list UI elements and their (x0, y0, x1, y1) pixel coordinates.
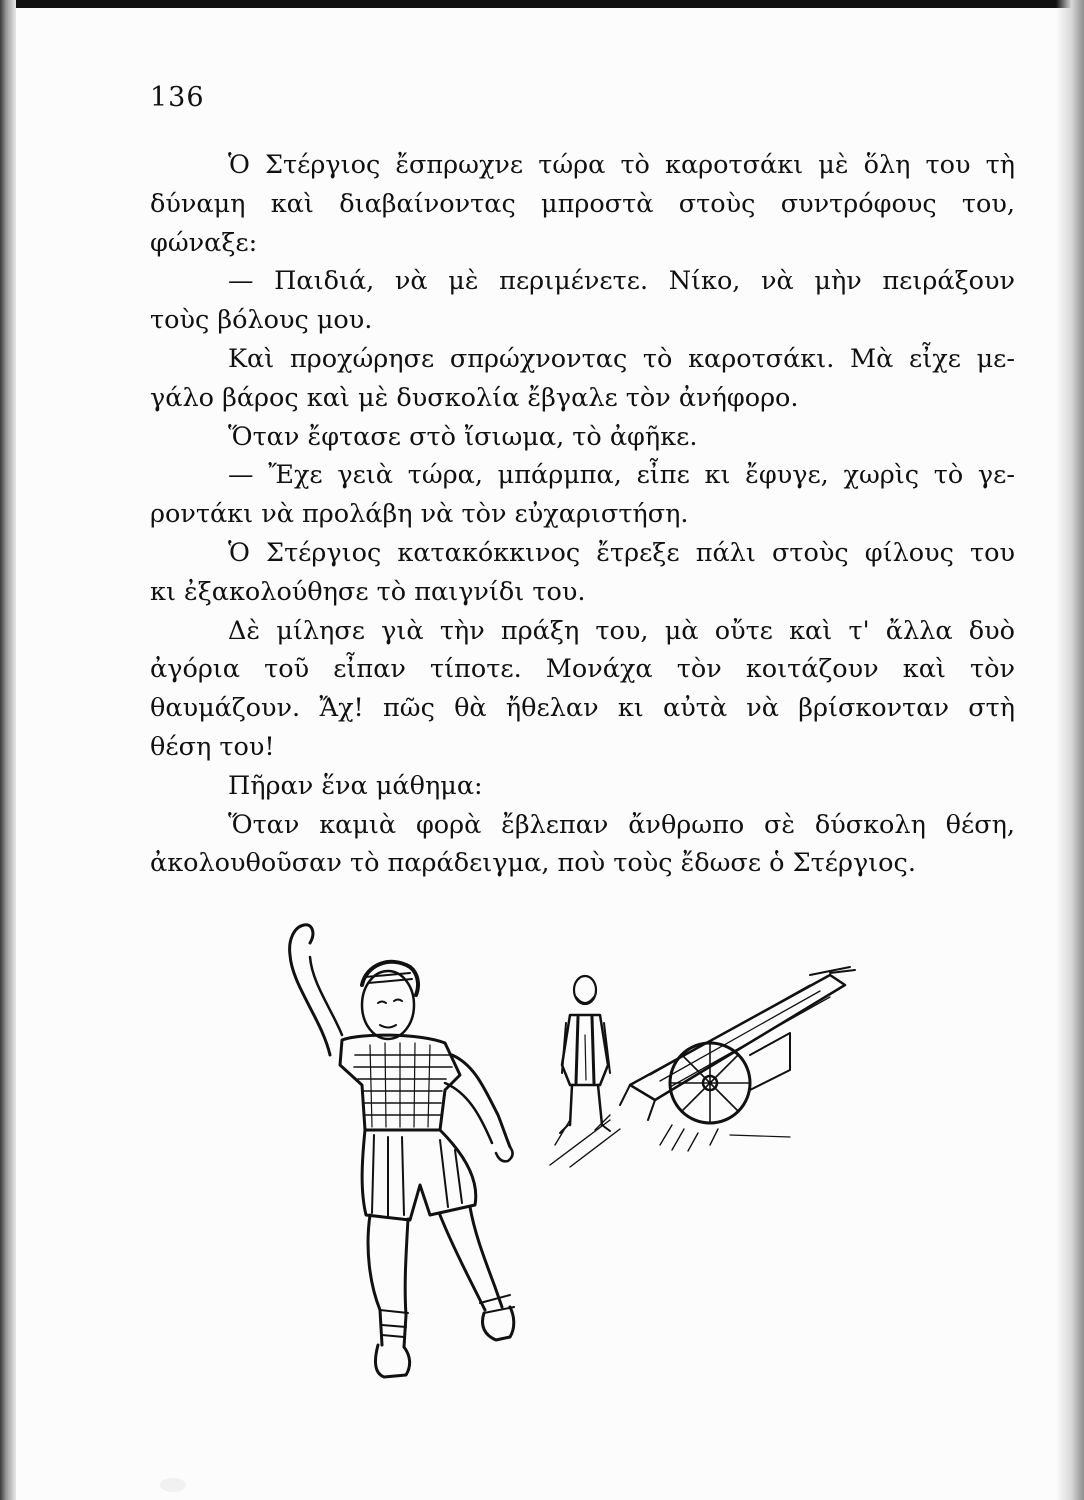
text-line: θέση του! (150, 731, 275, 762)
body-text (150, 146, 1015, 883)
text-line: γάλο βάρος καὶ μὲ δυσκολία ἔβγαλε τὸν ἀνήφορο. (150, 382, 799, 413)
text-line: Ὁ Στέργιος ἔσπρωχνε τώρα τὸ καροτσάκι μὲ ὅλη του τὴ (228, 150, 1015, 180)
paper-smudge (160, 1478, 186, 1492)
cart-drawing (620, 967, 855, 1151)
text-line: φώναξε: (150, 227, 258, 258)
text-line: τοὺς βόλους μου. (150, 305, 373, 336)
text-line: Ὅταν ἔφτασε στὸ ἴσιωμα, τὸ ἀφῆκε. (228, 421, 698, 452)
text-line: κι ἐξακολούθησε τὸ παιγνίδι του. (150, 576, 586, 607)
text-line: Δὲ μίλησε γιὰ τὴν πράξη του, μὰ οὔτε καὶ τ' ἄλλα δυὸ (228, 615, 1015, 646)
page-top-shadow (0, 0, 1084, 8)
page-number: 136 (150, 82, 205, 113)
boy-figure (290, 925, 514, 1377)
text-line: Καὶ προχώρησε σπρώχνοντας τὸ καροτσάκι. Μὰ εἶχε με- (228, 343, 1015, 374)
text-line: ἀκολουθοῦσαν τὸ παράδειγμα, ποὺ τοὺς ἔδωσε ὁ Στέργιος. (150, 848, 916, 879)
old-man-figure (555, 976, 610, 1145)
text-line: ἀγόρια τοῦ εἶπαν τίποτε. Μονάχα τὸν κοιτάζουν καὶ τὸν (150, 654, 1015, 685)
text-line: Ὁ Στέργιος κατακόκκινος ἔτρεξε πάλι στοὺς φίλους του (228, 537, 1015, 568)
text-line: Ὅταν καμιὰ φορὰ ἔβλεπαν ἄνθρωπο σὲ δύσκολη θέση, (228, 809, 1015, 840)
text-line: ροντάκι νὰ προλάβη νὰ τὸν εὐχαριστήση. (150, 499, 689, 530)
text-line: δύναμη καὶ διαβαίνοντας μπροστὰ στοὺς συντρόφους του, (150, 188, 1015, 219)
text-line: — Παιδιά, νὰ μὲ περιμένετε. Νίκο, νὰ μὴν πειράξουν (228, 266, 1015, 297)
text-line: θαυμάζουν. Ἄχ! πῶς θὰ ἤθελαν κι αὐτὰ νὰ βρίσκονταν στὴ (150, 693, 1015, 724)
page-edge-shadow (1056, 0, 1084, 1500)
text-line: Πῆραν ἕνα μάθημα: (228, 770, 483, 801)
text-line: — Ἔχε γειὰ τώρα, μπάρμπα, εἶπε κι ἔφυγε, χωρὶς τὸ γε- (228, 460, 1015, 491)
page-binding-shadow (0, 0, 16, 1500)
illustration-boy-old-man-cart (270, 915, 870, 1395)
